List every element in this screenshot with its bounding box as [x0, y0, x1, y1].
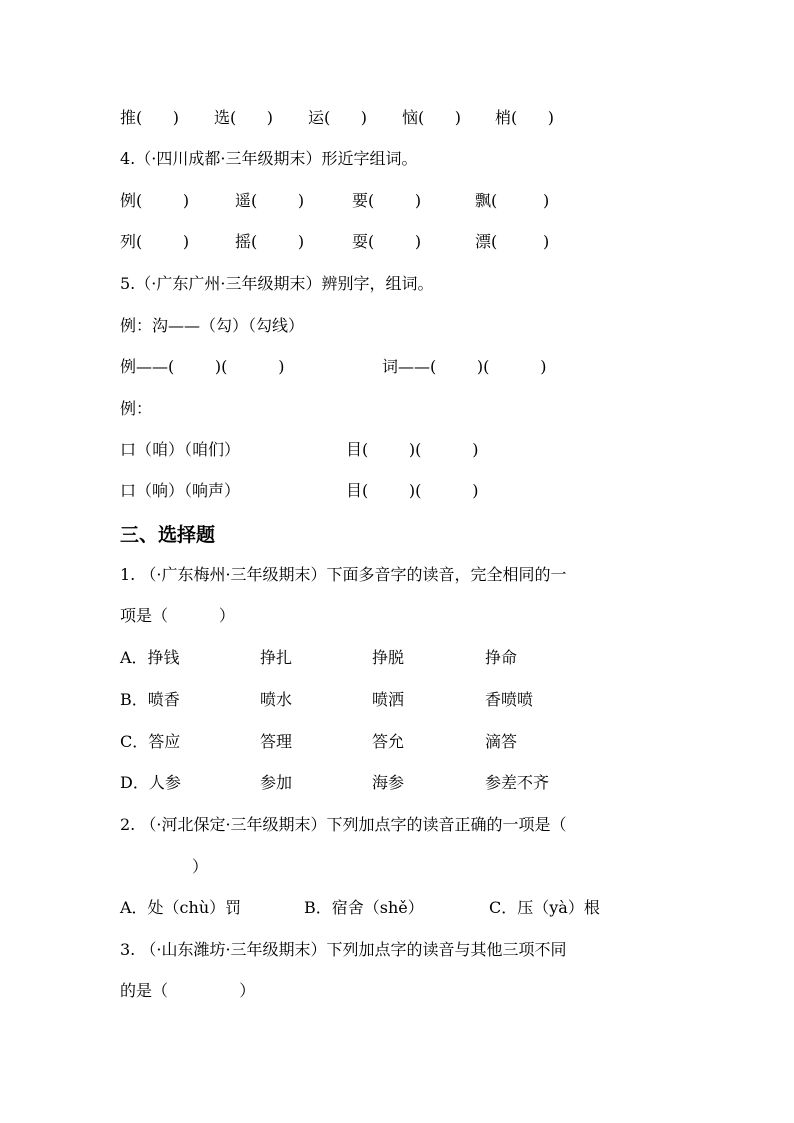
q4-blank-li: 例( )	[120, 191, 190, 210]
q5-row-3	[120, 480, 680, 502]
word-row-1	[120, 107, 680, 129]
q5-blank-ci: 词——( )( )	[382, 357, 547, 376]
c1-option-a	[120, 647, 680, 669]
q4-row-1	[120, 190, 680, 212]
q5-blank-li: 例——( )( )	[120, 357, 285, 376]
c1-line2: 项是（ ）	[120, 606, 235, 625]
q4-blank-piao: 飘( )	[475, 191, 550, 210]
option-word: 喷洒	[372, 690, 405, 709]
c1-line1: 1. （·广东梅州·三年级期末）下面多音字的读音，完全相同的一	[120, 565, 567, 584]
q4-blank-piao2: 漂( )	[475, 232, 550, 251]
option-label: C．答应	[120, 732, 181, 751]
option-word: 挣脱	[372, 648, 405, 667]
section-heading: 三、选择题	[120, 524, 216, 546]
option-label: B．喷香	[120, 690, 180, 709]
c1-option-d	[120, 772, 680, 794]
option-word: 海参	[372, 773, 405, 792]
q5-row-1	[120, 356, 680, 378]
c1-option-c	[120, 731, 680, 753]
option-word: 挣命	[485, 648, 518, 667]
q5-example-2: 例：	[120, 399, 153, 418]
blank-xuan: 选( )	[214, 108, 274, 127]
option-label: A．挣钱	[120, 648, 180, 667]
option-word: 香喷喷	[485, 690, 534, 709]
q4-blank-yao3: 摇( )	[235, 232, 305, 251]
q4-blank-shua: 耍( )	[352, 232, 422, 251]
q4-row-2	[120, 231, 680, 253]
blank-shao: 梢( )	[495, 108, 555, 127]
blank-tui: 推( )	[120, 108, 180, 127]
c2-line1: 2. （·河北保定·三年级期末）下列加点字的读音正确的一项是（	[120, 815, 567, 834]
option-word: 答理	[260, 732, 293, 751]
option-b: B．宿舍（shě）	[304, 898, 424, 917]
option-word: 挣扎	[260, 648, 293, 667]
option-word: 参加	[260, 773, 293, 792]
c2-line2: ）	[192, 857, 209, 876]
c1-option-b	[120, 689, 680, 711]
blank-yun: 运( )	[308, 108, 368, 127]
option-word: 参差不齐	[485, 773, 550, 792]
q5-kou-zan: 口（咱）（咱们）	[120, 440, 241, 459]
q4-title: 4.（·四川成都·三年级期末）形近字组词。	[120, 149, 418, 168]
q4-blank-yao: 遥( )	[235, 191, 305, 210]
q5-blank-mu2: 目( )( )	[346, 481, 479, 500]
option-a: A．处（chù）罚	[120, 898, 242, 917]
q5-example: 例：沟——（勾）（勾线）	[120, 316, 305, 335]
option-word: 喷水	[260, 690, 293, 709]
c3-line1: 3. （·山东潍坊·三年级期末）下列加点字的读音与其他三项不同	[120, 940, 567, 959]
q4-blank-yao2: 要( )	[352, 191, 422, 210]
q5-title: 5.（·广东广州·三年级期末）辨别字，组词。	[120, 274, 434, 293]
c3-line2: 的是（ ）	[120, 981, 256, 1000]
option-word: 答允	[372, 732, 405, 751]
q5-row-2	[120, 439, 680, 461]
option-word: 滴答	[485, 732, 518, 751]
blank-nao: 恼( )	[402, 108, 462, 127]
q5-blank-mu: 目( )( )	[346, 440, 479, 459]
q4-blank-lie: 列( )	[120, 232, 190, 251]
option-c: C．压（yà）根	[489, 898, 600, 917]
option-label: D．人参	[120, 773, 181, 792]
c2-options	[120, 897, 680, 919]
q5-kou-xiang: 口（响）（响声）	[120, 481, 241, 500]
